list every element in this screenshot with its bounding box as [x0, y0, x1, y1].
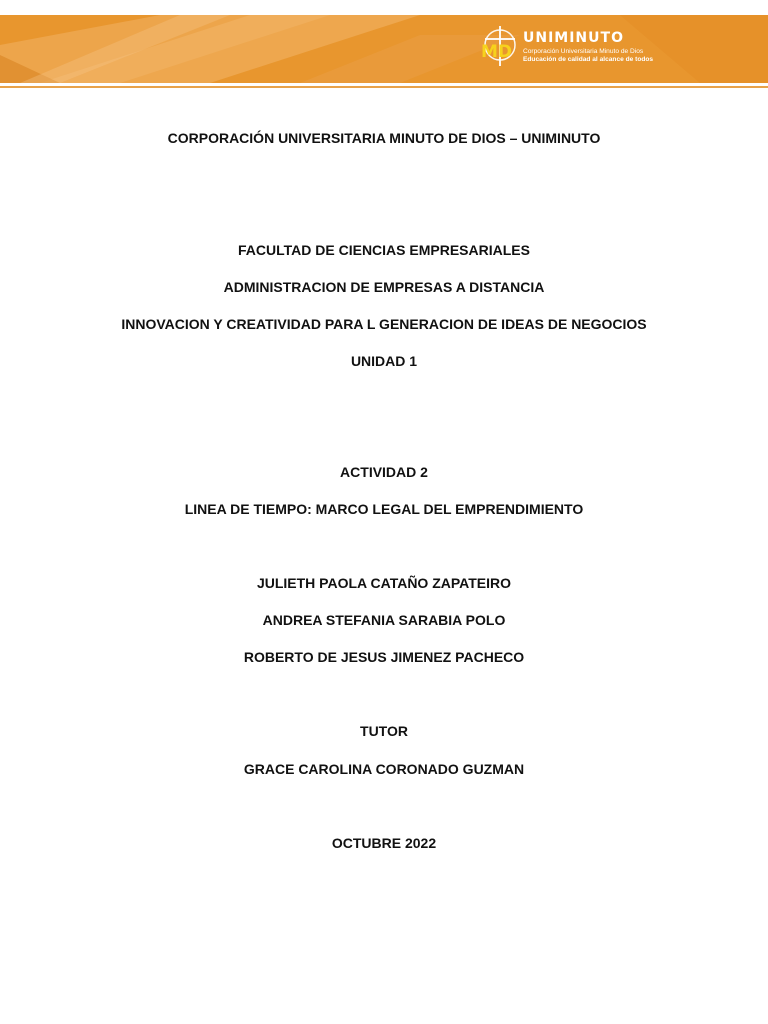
- activity-line: ACTIVIDAD 2: [340, 464, 428, 480]
- program-line: ADMINISTRACION DE EMPRESAS A DISTANCIA: [223, 279, 545, 295]
- header-rule: [0, 86, 768, 88]
- logo-mark-text: MD: [481, 42, 513, 62]
- uniminuto-logo: [477, 25, 687, 71]
- unit-line: UNIDAD 1: [350, 353, 418, 369]
- tutor-name: GRACE CAROLINA CORONADO GUZMAN: [243, 761, 525, 777]
- logo-tagline-1: Corporación Universitaria Minuto de Dios: [523, 48, 644, 55]
- institution-title: CORPORACIÓN UNIVERSITARIA MINUTO DE DIOS – UNIMINUTO: [167, 130, 601, 146]
- author-line: ANDREA STEFANIA SARABIA POLO: [262, 612, 506, 628]
- author-line: ROBERTO DE JESUS JIMENEZ PACHECO: [243, 649, 525, 665]
- logo-name: UNIMINUTO: [523, 30, 624, 46]
- uniminuto-mark-icon: [477, 25, 521, 69]
- course-line: INNOVACION Y CREATIVIDAD PARA L GENERACION DE IDEAS DE NEGOCIOS: [121, 316, 647, 332]
- author-line: JULIETH PAOLA CATAÑO ZAPATEIRO: [256, 575, 512, 591]
- activity-title-line: LINEA DE TIEMPO: MARCO LEGAL DEL EMPRENDIMIENTO: [184, 501, 584, 517]
- faculty-line: FACULTAD DE CIENCIAS EMPRESARIALES: [238, 242, 530, 258]
- date-line: OCTUBRE 2022: [331, 835, 437, 851]
- tutor-label: TUTOR: [360, 723, 408, 739]
- logo-tagline-2: Educación de calidad al alcance de todos: [523, 56, 654, 63]
